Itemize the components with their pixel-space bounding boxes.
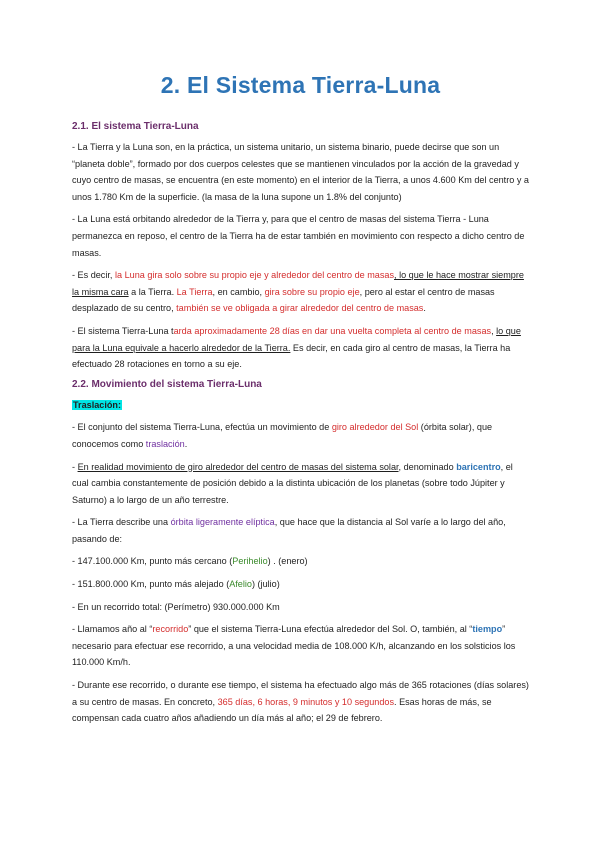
paragraph-period: [72, 323, 529, 373]
text: , pero al estar el centro de masas desplazado de su centro,: [72, 286, 495, 314]
paragraph-moon-orbit: - La Luna está orbitando alrededor de la Tierra y, para que el centro de masas del sistema Tierra - Luna permanezca en reposo, el centro de la Tierra ha de estar también en movimiento con respecto a dicho centro de masas.: [72, 214, 525, 258]
highlight-blue-text: baricentro: [456, 461, 501, 472]
underlined-text: , lo que le hace mostrar siempre la misma cara: [72, 270, 524, 297]
text: - El sistema Tierra-Luna t: [72, 325, 174, 336]
paragraph-rotation: [72, 267, 529, 317]
paragraph-elliptic-orbit: [72, 514, 529, 547]
highlight-purple-text: órbita ligeramente elíptica: [170, 517, 275, 528]
traslacion-label-row: [72, 397, 529, 414]
text: - Durante ese recorrido, o durante ese tiempo, el sistema ha efectuado algo más de 365 rotaciones (días solares) a su centro de masas. En concreto,: [72, 680, 529, 707]
text: - 151.800.000 Km, punto más alejado (: [72, 579, 230, 590]
list-item-perimeter: - En un recorrido total: (Perímetro) 930.000.000 Km: [72, 601, 280, 612]
text: ) (julio): [251, 579, 280, 590]
text: ) . (enero): [267, 556, 308, 567]
text: - 147.100.000 Km, punto más cercano (: [72, 556, 233, 567]
text: , que hace que la distancia al Sol varíe a lo largo del año, pasando de:: [72, 517, 506, 544]
paragraph-binary-system: - La Tierra y la Luna son, en la práctica, un sistema unitario, un sistema binario, puede decirse que son un “planeta doble”, formado por dos cuerpos celestes que se mantienen vinculados por la acción de la gravedad y cuyo centro de masas, se encuentra (en este momento) en el interior de la Tierra, a unos 4.600 Km del centro y a unos 1.780 Km de la superficie. (la masa de la luna supone un 1.8% del conjunto): [72, 142, 529, 202]
text: , denominado: [398, 461, 457, 472]
section-heading-2-1: 2.1. El sistema Tierra-Luna: [72, 121, 199, 132]
text: - Es decir,: [72, 270, 115, 281]
highlight-green-text: Afelio: [229, 579, 252, 590]
text: a la Tierra.: [128, 286, 177, 297]
paragraph-year-definition: [72, 621, 529, 671]
text: .: [423, 303, 426, 314]
underlined-text: En realidad movimiento de giro alrededor del centro de masas del sistema solar: [77, 461, 399, 472]
highlight-purple-text: traslación: [145, 438, 185, 449]
text: - Llamamos año al “: [72, 624, 153, 635]
text: (órbita solar), que conocemos como: [72, 422, 493, 449]
highlight-red-text: recorrido: [152, 624, 189, 635]
paragraph-leap-year: [72, 677, 529, 727]
text: , el cual cambia constantemente de posición debido a la distinta ubicación de los planetas (sobre todo Júpiter y Saturno) a lo largo de un año terrestre.: [72, 461, 513, 505]
paragraph-solar-orbit: [72, 419, 529, 452]
text: ” necesario para efectuar ese recorrido, a una velocidad media de 108.000 K/h, alcanzando en los solsticios los 110.000 Km/h.: [72, 624, 516, 668]
text: , en cambio,: [212, 286, 265, 297]
text: Es decir, en cada giro al centro de masas, la Tierra ha efectuado 28 rotaciones en torno a su eje.: [72, 342, 511, 370]
underlined-text: lo que para la Luna equivale a hacerlo alrededor de la Tierra.: [72, 325, 521, 353]
text: . Esas horas de más, se compensan cada cuatro años añadiendo un día más al año; el 29 de febrero.: [72, 696, 492, 724]
section-heading-2-2: 2.2. Movimiento del sistema Tierra-Luna: [72, 378, 262, 390]
highlight-red-text: giro alrededor del Sol: [331, 422, 419, 433]
text: -: [72, 461, 78, 472]
highlight-red-text: arda aproximadamente 28 días en dar una vuelta completa al centro de masas: [173, 325, 492, 336]
highlight-red-text: La Tierra: [176, 286, 213, 297]
highlight-red-text: gira sobre su propio eje: [264, 286, 360, 297]
highlight-red-text: la Luna gira solo sobre su propio eje y alrededor del centro de masas: [114, 270, 395, 281]
highlight-red-text: también se ve obligada a girar alrededor del centro de masas: [176, 303, 424, 314]
traslacion-label: Traslación:: [73, 399, 122, 410]
text: .: [184, 438, 188, 449]
text: - El conjunto del sistema Tierra-Luna, efectúa un movimiento de: [72, 422, 332, 433]
text: - La Tierra describe una: [72, 517, 171, 528]
text: ” que el sistema Tierra-Luna efectúa alrededor del Sol. O, también, al “: [188, 624, 473, 635]
text: ,: [491, 325, 497, 336]
highlight-green-text: Perihelio: [232, 556, 268, 567]
highlight-blue-text: tiempo: [472, 624, 503, 635]
highlight-red-text: 365 días, 6 horas, 9 minutos y 10 segundos: [217, 696, 395, 707]
list-item-perihelion: [72, 553, 529, 570]
page-title: 2. El Sistema Tierra-Luna: [160, 72, 441, 98]
list-item-aphelion: [72, 576, 529, 593]
paragraph-barycenter: [72, 459, 529, 509]
